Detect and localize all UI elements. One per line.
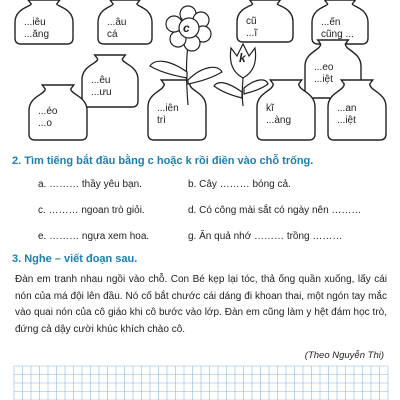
vase-1-line-2: ...ăng [24, 28, 50, 40]
vase-10-line-1: ...an [337, 102, 357, 114]
vase-9-line-1: kĩ [266, 102, 274, 114]
exercise-d: d. Có công mài sắt có ngày nên ……… [188, 205, 362, 216]
exercise-g: g. Ăn quả nhớ ……… trồng ……… [188, 231, 343, 242]
exercise-e: e. ……… ngựa xem hoa. [38, 231, 150, 242]
vase-2-line-2: cá [107, 28, 118, 40]
exercise-b: b. Cây ……… bóng cả. [188, 179, 291, 190]
vase-label-7 [38, 106, 57, 130]
vase-label-10 [337, 103, 356, 127]
source-credit: (Theo Nguyễn Thi) [304, 350, 384, 361]
vase-8-line-2: trì [157, 114, 166, 126]
vase-3-line-2: ...ĩ [246, 27, 258, 39]
vase-6-line-1: ...eo [314, 62, 334, 74]
vase-5-line-1: ...êu [91, 74, 111, 86]
vase-8-line-1: ...iên [157, 102, 179, 114]
vase-7-line-2: ...o [38, 117, 52, 129]
vase-label-1 [24, 17, 49, 41]
vase-7-line-1: ...éo [38, 105, 58, 117]
vase-label-6 [314, 62, 333, 86]
vase-1-line-1: ...iêu [24, 16, 46, 28]
vase-label-2 [107, 17, 126, 41]
vase-3-line-1: cũ [246, 15, 257, 27]
vase-label-3 [246, 16, 257, 40]
vase-5-line-2: ...ưu [91, 86, 112, 98]
vase-label-9 [266, 103, 291, 127]
vase-4-line-1: ...ến [321, 16, 341, 28]
vase-label-8 [157, 103, 179, 127]
exercise-a: a. ……… thầy yêu bạn. [38, 179, 142, 190]
vase-2-line-1: ...âu [107, 16, 127, 28]
writing-grid [14, 366, 388, 400]
vase-6-line-2: ...iệt [314, 74, 333, 86]
vase-9-line-2: ...àng [266, 114, 292, 126]
flower-c-letter: c [183, 21, 190, 35]
vase-label-4 [321, 17, 354, 41]
flower-k-letter: k [239, 51, 246, 65]
vase-10-line-2: ...iệt [337, 114, 356, 126]
section-2-heading: 2. Tìm tiếng bắt đầu bằng c hoặc k rồi điền vào chỗ trống. [12, 155, 314, 167]
vase-4-line-2: cũng ... [321, 28, 354, 40]
section-3-heading: 3. Nghe – viết đoạn sau. [12, 253, 138, 265]
dictation-paragraph: Đàn em tranh nhau ngồi vào chỗ. Con Bé kẹp lại tóc, thả ống quần xuống, lấy cái nón của má đội lên đầu. Nó cố bắt chước cái dáng đi khoan thai, một ngón tay mắc vào quai nón của cô giáo khi cô bước vào lớp. Đàn em cũng làm y hệt đám học trò, đứng cả dậy cười khúc khích chào cô. [15, 274, 387, 335]
vase-label-5 [91, 75, 112, 99]
exercise-c: c. ……… ngoan trò giỏi. [38, 205, 145, 216]
